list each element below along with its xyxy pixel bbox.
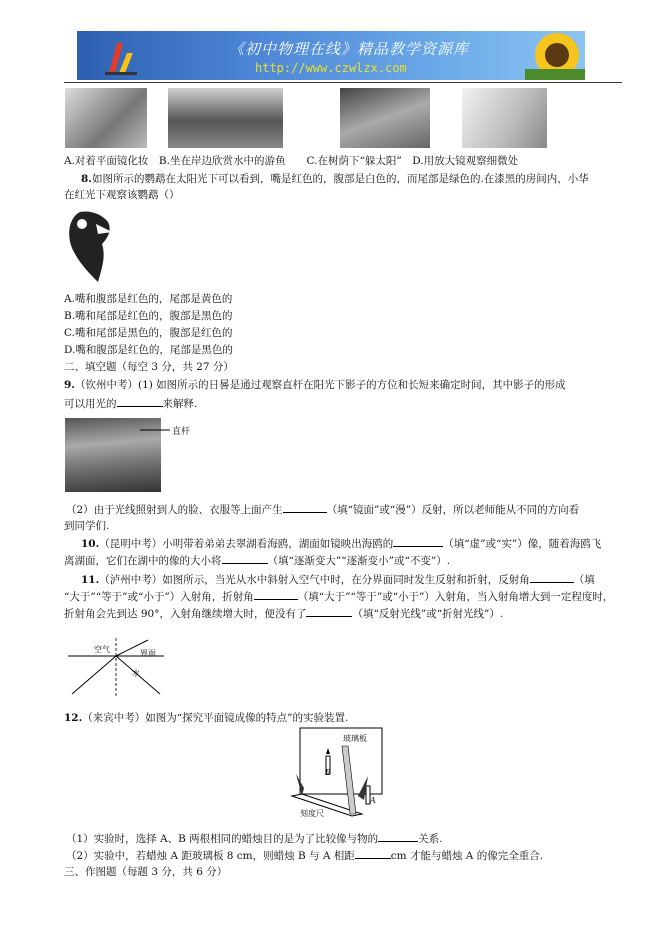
q8-stem-2: 在红光下观察该鹦鹉（） [64, 189, 180, 201]
q9-number: 9. [64, 379, 75, 391]
q9-part2b: （填“镜面”或“漫”）反射，所以老师能从不同的方向看 [326, 504, 580, 516]
q11-number: 11. [81, 574, 100, 586]
q12-p2b: cm 才能与蜡烛 A 的像完全重合. [390, 850, 544, 862]
q7-options: A.对着平面镜化妆 B.坐在岸边欣赏水中的游鱼 C.在树荫下“躲太阳” D.用放大镜观察细微处 [64, 155, 519, 167]
q12-p2a: （2）实验中，若蜡烛 A 距玻璃板 8 cm，则蜡烛 B 与 A 相距 [66, 850, 355, 862]
q11-blank-2[interactable] [254, 589, 298, 600]
q11-line3b: （填“反射光线”或“折射光线”）. [352, 608, 504, 620]
photo-tree-shade [340, 88, 430, 148]
q12-p1a: （1）实验时，选择 A、B 两根相同的蜡烛目的是为了比较像与物的 [66, 833, 379, 845]
photo-magnifier [462, 88, 547, 148]
q10-line2a: 离湖面，它们在湖中的像的大小将 [64, 555, 222, 567]
q10-blank-2[interactable] [222, 553, 268, 564]
section-2-title: 二、填空题（每空 3 分，共 27 分） [64, 361, 234, 373]
q12-blank-2[interactable] [355, 848, 391, 859]
q10-line1a: （昆明中考）小明带着弟弟去翠湖看海鸥，湖面如镜映出海鸥的 [99, 538, 394, 550]
q12-number: 12. [64, 712, 83, 724]
photo-fish-pond [168, 88, 283, 148]
q8-stem-1: 如图所示的鹦鹉在太阳光下可以看到，嘴是红色的，腹部是白色的，而尾部是绿色的.在漆黑的房间内，小华 [91, 173, 589, 185]
q8-option-c: C.嘴和尾部是黑色的，腹部是红色的 [64, 327, 233, 339]
label-glass-plate: 玻璃板 [343, 734, 367, 743]
q11-line2b: （填“大于”“等于”或“小于”）入射角，当入射角增大到一定程度时， [297, 591, 614, 603]
q11-line3a: 折射角会先到达 90°，入射角继续增大时，便没有了 [64, 608, 307, 620]
q9-part2c: 到同学们. [64, 520, 110, 532]
section-3-title: 三、作图题（每题 3 分，共 6 分） [64, 866, 228, 878]
label-ruler: 刻度尺 [300, 809, 324, 818]
q8-option-d: D.嘴和腹部是红色的，尾部是黑色的 [64, 344, 233, 356]
label-candle-a: A [370, 796, 376, 805]
banner-title: 《初中物理在线》精品教学资源库 [229, 40, 470, 58]
q9-blank-1[interactable] [117, 396, 163, 407]
q11-line1a: （泸州中考）如图所示，当光从水中斜射入空气中时，在分界面同时发生反射和折射，反射角 [99, 574, 530, 586]
header-rule [64, 82, 622, 83]
q12-stem: （来宾中考）如图为“探究平面镜成像的特点”的实验装置. [82, 712, 349, 724]
q9-blank-2[interactable] [283, 502, 327, 513]
sundial-label: 直杆 [172, 427, 191, 437]
q12-blank-1[interactable] [378, 831, 418, 842]
q10-line2b: （填“逐渐变大”“逐渐变小”或“不变”）. [267, 555, 451, 567]
label-water: 水 [132, 669, 140, 678]
label-interface: 界面 [140, 649, 156, 658]
refraction-diagram [60, 636, 170, 698]
q10-line1b: （填“虚”或“实”）像，随着海鸥飞 [443, 538, 602, 550]
label-air: 空气 [94, 645, 110, 654]
label-candle-b: B [325, 768, 331, 777]
q8-number: 8. [81, 173, 92, 185]
q11-blank-1[interactable] [530, 572, 574, 583]
q9-stem-2a: 可以用光的 [64, 398, 117, 410]
q9-stem-1: （钦州中考）(1) 如图所示的日晷是通过观察直杆在阳光下影子的方位和长短来确定时间，其中影子的形成 [74, 379, 566, 391]
q10-blank-1[interactable] [393, 536, 443, 547]
q11-blank-3[interactable] [306, 606, 352, 617]
parrot-figure [62, 208, 114, 284]
logo-icon [101, 39, 141, 77]
sunflower-icon [525, 31, 585, 80]
header-banner [77, 31, 585, 80]
q8-option-b: B.嘴和尾部是红色的，腹部是黑色的 [64, 310, 233, 322]
banner-url: http://www.czwlzx.com [255, 61, 407, 75]
sundial-pointer-line [140, 424, 200, 436]
q11-line2a: “大于”“等于”或“小于”）入射角，折射角 [64, 591, 254, 603]
q12-p1b: 关系. [418, 833, 443, 845]
q11-line1b: （填 [573, 574, 595, 586]
photo-mirror [65, 88, 147, 148]
q9-part2a: （2）由于光线照射到人的脸、衣服等上面产生 [66, 504, 283, 516]
q9-stem-2b: 来解释. [162, 398, 198, 410]
q8-option-a: A.嘴和腹部是红色的，尾部是黄色的 [64, 293, 233, 305]
q10-number: 10. [81, 538, 100, 550]
